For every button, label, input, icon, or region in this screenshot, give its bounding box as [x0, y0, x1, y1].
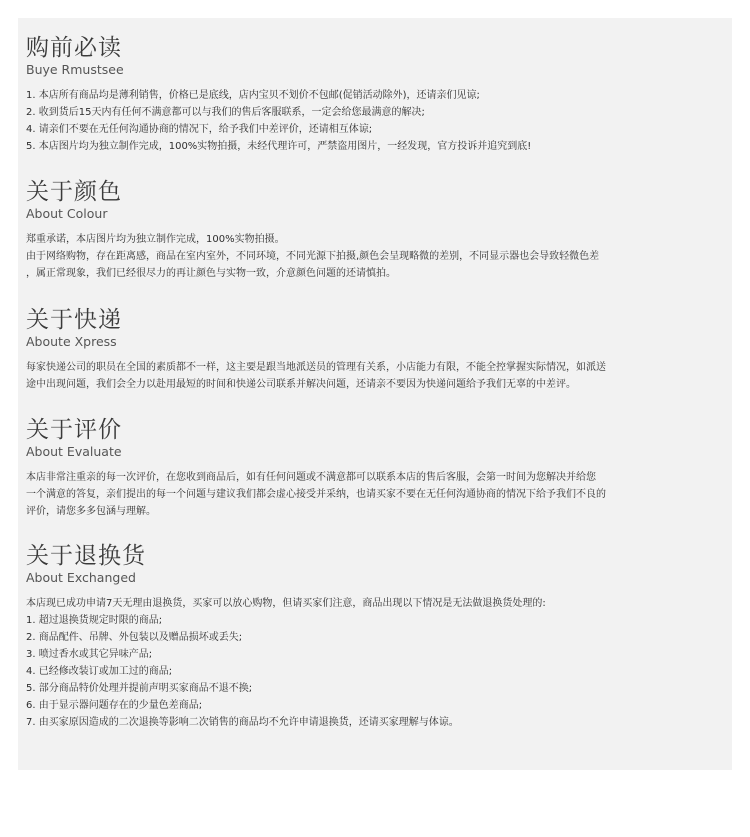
section-body [26, 359, 706, 393]
list-item: 6. 由于显示器问题存在的少量色差商品; [26, 700, 203, 711]
section-subtitle: About Exchanged [26, 570, 136, 585]
paragraph-line: 由于网络购物，存在距离感，商品在室内室外，不同环境，不同光源下拍摄,颜色会呈现略微的差别，不同显示器也会导致轻微色差 [26, 251, 600, 262]
section-subtitle: Buye Rmustsee [26, 62, 124, 77]
list-item: 3. 喷过香水或其它异味产品; [26, 649, 153, 660]
section-about-evaluate [26, 416, 706, 520]
section-body [26, 87, 706, 155]
paragraph-line: 一个满意的答复，亲们提出的每一个问题与建议我们都会虚心接受并采纳，也请买家不要在无任何沟通协商的情况下给予我们不良的 [26, 489, 606, 500]
list-item: 2. 商品配件、吊牌、外包装以及赠品损坏或丢失; [26, 632, 243, 643]
section-title: 关于快递 [26, 307, 122, 333]
section-subtitle: About Colour [26, 206, 108, 221]
paragraph-line: 本店现已成功申请7天无理由退换货，买家可以放心购物，但请买家们注意，商品出现以下情况是无法做退换货处理的: [26, 598, 546, 609]
section-title: 关于颜色 [26, 179, 122, 205]
section-about-colour [26, 178, 706, 282]
section-subtitle: Aboute Xpress [26, 334, 117, 349]
paragraph-line: 本店非常注重亲的每一次评价，在您收到商品后，如有任何问题或不满意都可以联系本店的售后客服，会第一时间为您解决并给您 [26, 472, 596, 483]
paragraph-line: ，属正常现象，我们已经很尽力的再让颜色与实物一致，介意颜色问题的还请慎拍。 [26, 268, 396, 279]
list-item: 1. 本店所有商品均是薄利销售，价格已是底线，店内宝贝不划价不包邮(促销活动除外)，还请亲们见谅; [26, 90, 480, 101]
paragraph-line: 郑重承诺，本店图片均为独立制作完成，100%实物拍摄。 [26, 234, 285, 245]
list-item: 4. 请亲们不要在无任何沟通协商的情况下，给予我们中差评价，还请相互体谅; [26, 124, 373, 135]
section-purchase-notice [26, 34, 706, 155]
list-item: 2. 收到货后15天内有任何不满意都可以与我们的售后客服联系，一定会给您最满意的解决; [26, 107, 425, 118]
section-body [26, 231, 706, 282]
list-item: 1. 超过退换货规定时限的商品; [26, 615, 163, 626]
section-title: 关于退换货 [26, 543, 146, 569]
section-body [26, 595, 706, 731]
paragraph-line: 每家快递公司的职员在全国的素质都不一样，这主要是跟当地派送员的管理有关系，小店能力有限，不能全控掌握实际情况，如派送 [26, 362, 606, 373]
list-item: 5. 部分商品特价处理并提前声明买家商品不退不换; [26, 683, 253, 694]
list-item: 7. 由买家原因造成的二次退换等影响二次销售的商品均不允许申请退换货，还请买家理解与体谅。 [26, 717, 459, 728]
section-title: 关于评价 [26, 417, 122, 443]
paragraph-line: 途中出现问题，我们会全力以赴用最短的时间和快递公司联系并解决问题，还请亲不要因为快递问题给予我们无辜的中差评。 [26, 379, 576, 390]
section-subtitle: About Evaluate [26, 444, 122, 459]
list-item: 4. 已经修改装订或加工过的商品; [26, 666, 173, 677]
section-about-express [26, 306, 706, 393]
list-item: 5. 本店图片均为独立制作完成，100%实物拍摄，未经代理许可，严禁盗用图片，一经发现，官方投诉并追究到底! [26, 141, 532, 152]
section-about-exchanged [26, 542, 706, 731]
section-body [26, 469, 706, 520]
section-title: 购前必读 [26, 35, 122, 61]
paragraph-line: 评价，请您多多包涵与理解。 [26, 506, 156, 517]
